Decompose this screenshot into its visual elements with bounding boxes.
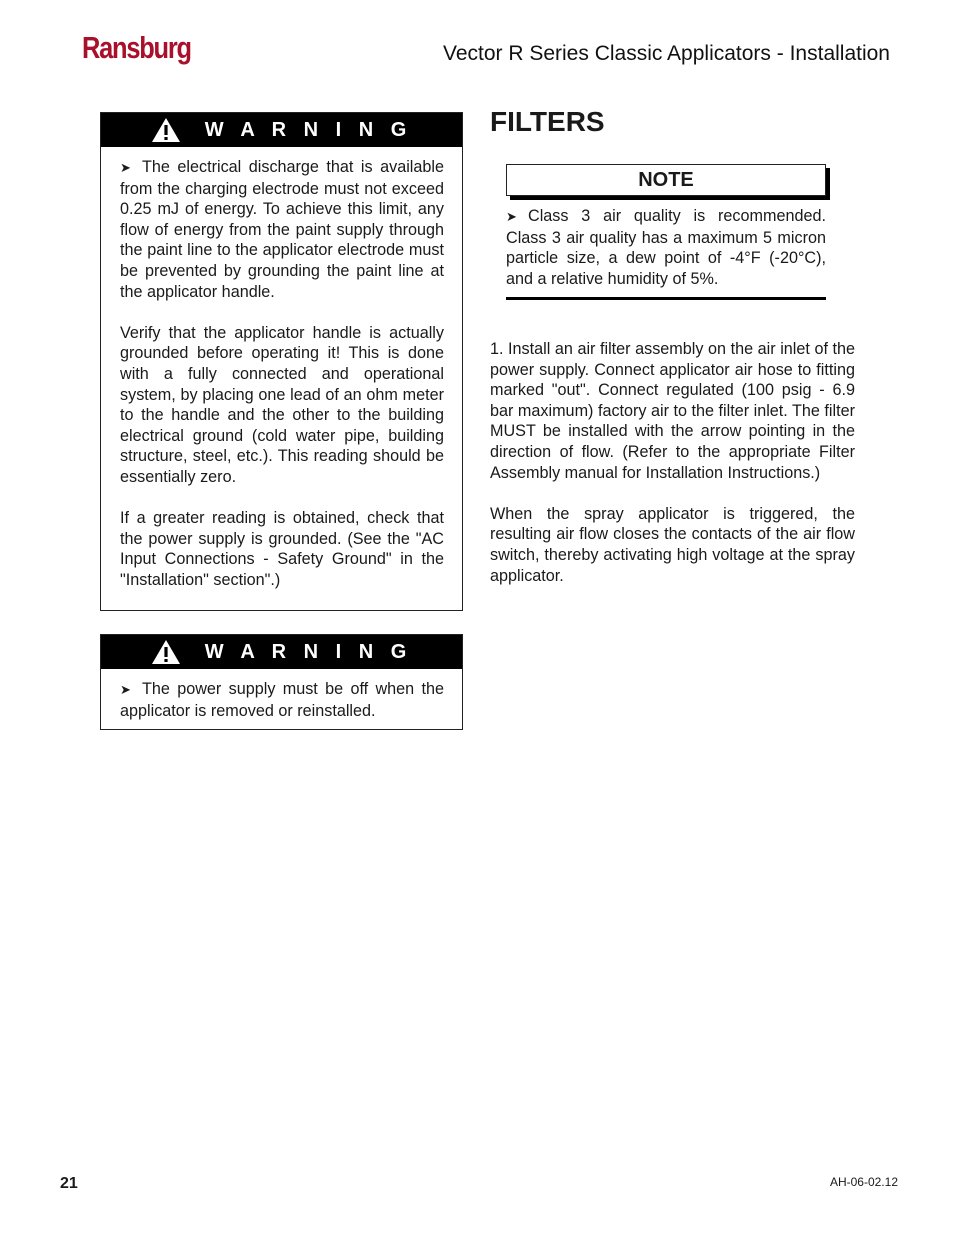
note-box — [506, 164, 826, 300]
warning-box-power-off — [100, 634, 463, 730]
arrowhead-bullet-icon: ➤ — [506, 209, 517, 224]
body-paragraph: 1. Install an air filter assembly on the air inlet of the power supply. Connect applicator air hose to fitting marked "out". Connect regulated (100 psig - 6.9 bar maximum) factory air to the filter inlet. The filter MUST be installed with the arrow pointing in the direction of flow. (Refer to the appropriate Filter Assembly manual for Installation Instructions.) — [490, 340, 855, 482]
note-body: ➤ Class 3 air quality is recommended. Class 3 air quality has a maximum 5 micron particle size, a dew point of -4°F (-20°C), and a relative humidity of 5%. — [506, 206, 826, 300]
warning-body — [101, 669, 462, 733]
page-number: 21 — [60, 1175, 78, 1192]
warning-paragraph: If a greater reading is obtained, check that the power supply is grounded. (See the "AC Input Connections - Safety Ground" in the "Installation" section".) — [120, 509, 444, 589]
warning-header — [101, 113, 462, 147]
warning-triangle-icon — [151, 117, 181, 143]
warning-paragraph: Verify that the applicator handle is actually grounded before operating it! This is done with a fully connected and operational system, by placing one lead of an ohm meter to the handle and the other to the building electrical ground (cold water pipe, building structure, steel, etc.). This reading should be essentially zero. — [120, 323, 444, 486]
warning-triangle-icon — [151, 639, 181, 665]
warning-heading: W A R N I N G — [204, 640, 413, 663]
warning-header — [101, 635, 462, 669]
section-title: FILTERS — [490, 106, 605, 137]
document-title: Vector R Series Classic Applicators - Installation — [442, 42, 890, 65]
filters-body — [490, 339, 855, 607]
warning-heading: W A R N I N G — [204, 118, 413, 141]
note-heading: NOTE — [506, 164, 826, 196]
warning-paragraph: ➤ The electrical discharge that is available from the charging electrode must not exceed 0.25 mJ of energy. To achieve this limit, any flow of energy from the paint supply through the paint line to the applicator electrode must be prevented by grounding the paint line at the applicator handle. — [120, 158, 444, 301]
document-code: AH-06-02.12 — [829, 1175, 898, 1189]
warning-paragraph: ➤ The power supply must be off when the applicator is removed or reinstalled. — [120, 680, 444, 720]
arrowhead-bullet-icon: ➤ — [120, 160, 131, 175]
warning-body — [101, 147, 462, 602]
body-paragraph: When the spray applicator is triggered, the resulting air flow closes the contacts of the air flow switch, thereby activating high voltage at the spray applicator. — [490, 504, 855, 585]
arrowhead-bullet-icon: ➤ — [120, 682, 131, 697]
brand-logo: Ransburg — [82, 30, 191, 65]
warning-box-grounding — [100, 112, 463, 611]
